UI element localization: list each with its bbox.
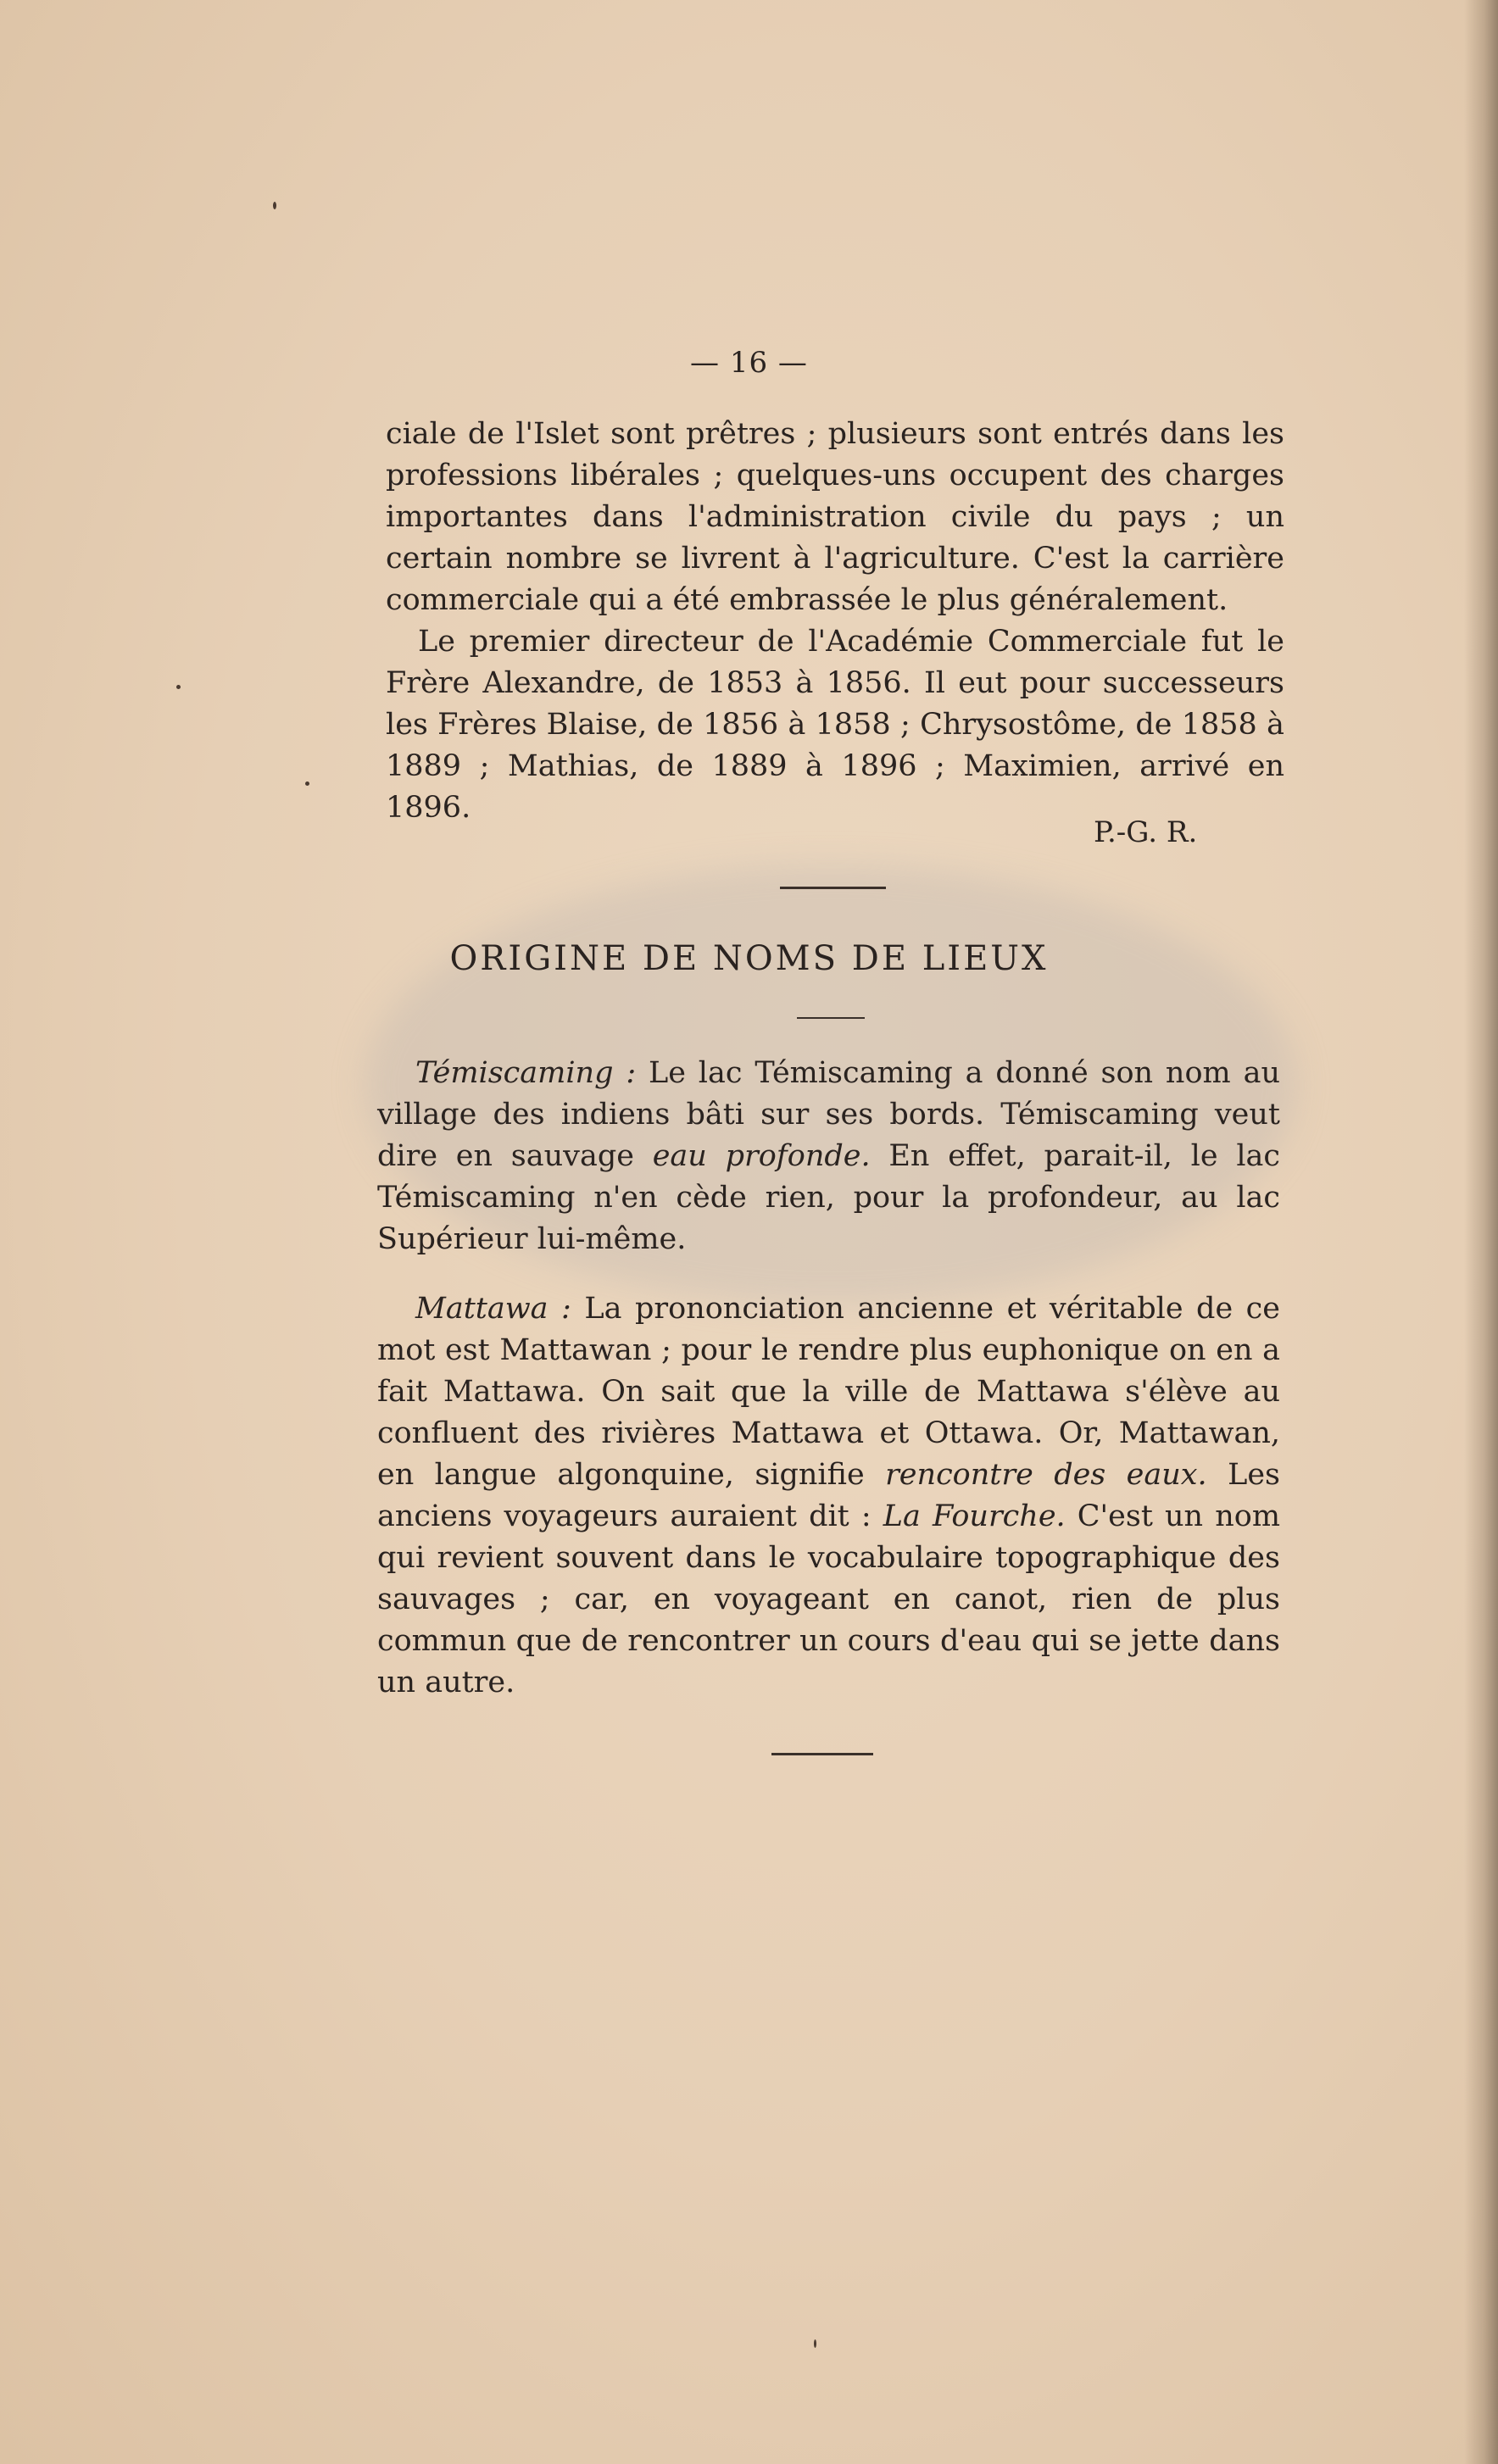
- title-underline: [797, 1017, 865, 1019]
- entry-mattawa: [377, 1288, 1280, 1704]
- entry-italic: rencontre des eaux.: [885, 1458, 1207, 1492]
- ink-speck: [176, 685, 181, 689]
- intro-paragraph: Le premier directeur de l'Académie Commerciale fut le Frère Alexandre, de 1853 à 1856. Il eut pour successeurs les Frères Blaise, de 1856 à 1858 ; Chrysostôme, de 1858 à 1889 ; Mathias, de 1889 à 1896 ; Maximien, arrivé en 1896.: [386, 625, 1284, 825]
- ink-speck: [305, 781, 309, 786]
- closing-divider: [771, 1753, 873, 1755]
- ink-speck: [814, 2339, 816, 2348]
- entry-italic: La Fourche.: [883, 1499, 1066, 1533]
- entry-text: Le lac Témiscaming a donné son nom au village des indiens bâti sur ses bords. Témiscaming veut dire en sauvage: [377, 1056, 1281, 1173]
- page-number: — 16 —: [690, 346, 808, 380]
- entry-term: Témiscaming :: [415, 1056, 637, 1090]
- entry-paragraph: [377, 1053, 1280, 1260]
- entry-text: Les anciens voyageurs auraient dit :: [377, 1458, 1280, 1533]
- intro-text: [386, 414, 1284, 829]
- entry-term: Mattawa :: [415, 1292, 571, 1326]
- entry-text: C'est un nom qui revient souvent dans le vocabulaire topographique des sauvages ; car, en voyageant en canot, rien de plus commun que de rencontrer un cours d'eau qui se jette dans un autre.: [377, 1499, 1281, 1699]
- entry-text: La prononciation ancienne et véritable de ce mot est Mattawan ; pour le rendre plus euphonique on en a fait Mattawa. On sait que la ville de Mattawa s'élève au confluent des rivières Mattawa et Ottawa. Or, Mattawan, en langue algonquine, signifie: [377, 1292, 1280, 1492]
- intro-paragraph: ciale de l'Islet sont prêtres ; plusieurs sont entrés dans les professions libérales ; quelques-uns occupent des charges importantes dans l'administration civile du pays ; un certain nombre se livrent à l'agriculture. C'est la carrière commerciale qui a été embrassée le plus généralement.: [386, 417, 1284, 617]
- entry-text: En effet, parait-il, le lac Témiscaming n'en cède rien, pour la profondeur, au lac Supérieur lui-même.: [377, 1139, 1280, 1256]
- ink-speck: [273, 202, 276, 209]
- section-title: ORIGINE DE NOMS DE LIEUX: [449, 939, 1049, 978]
- author-signature: P.-G. R.: [1094, 815, 1198, 849]
- section-divider: [780, 887, 886, 889]
- entry-paragraph: [377, 1288, 1280, 1704]
- entry-italic: eau profonde.: [652, 1139, 871, 1173]
- entry-temiscaming: [377, 1053, 1280, 1260]
